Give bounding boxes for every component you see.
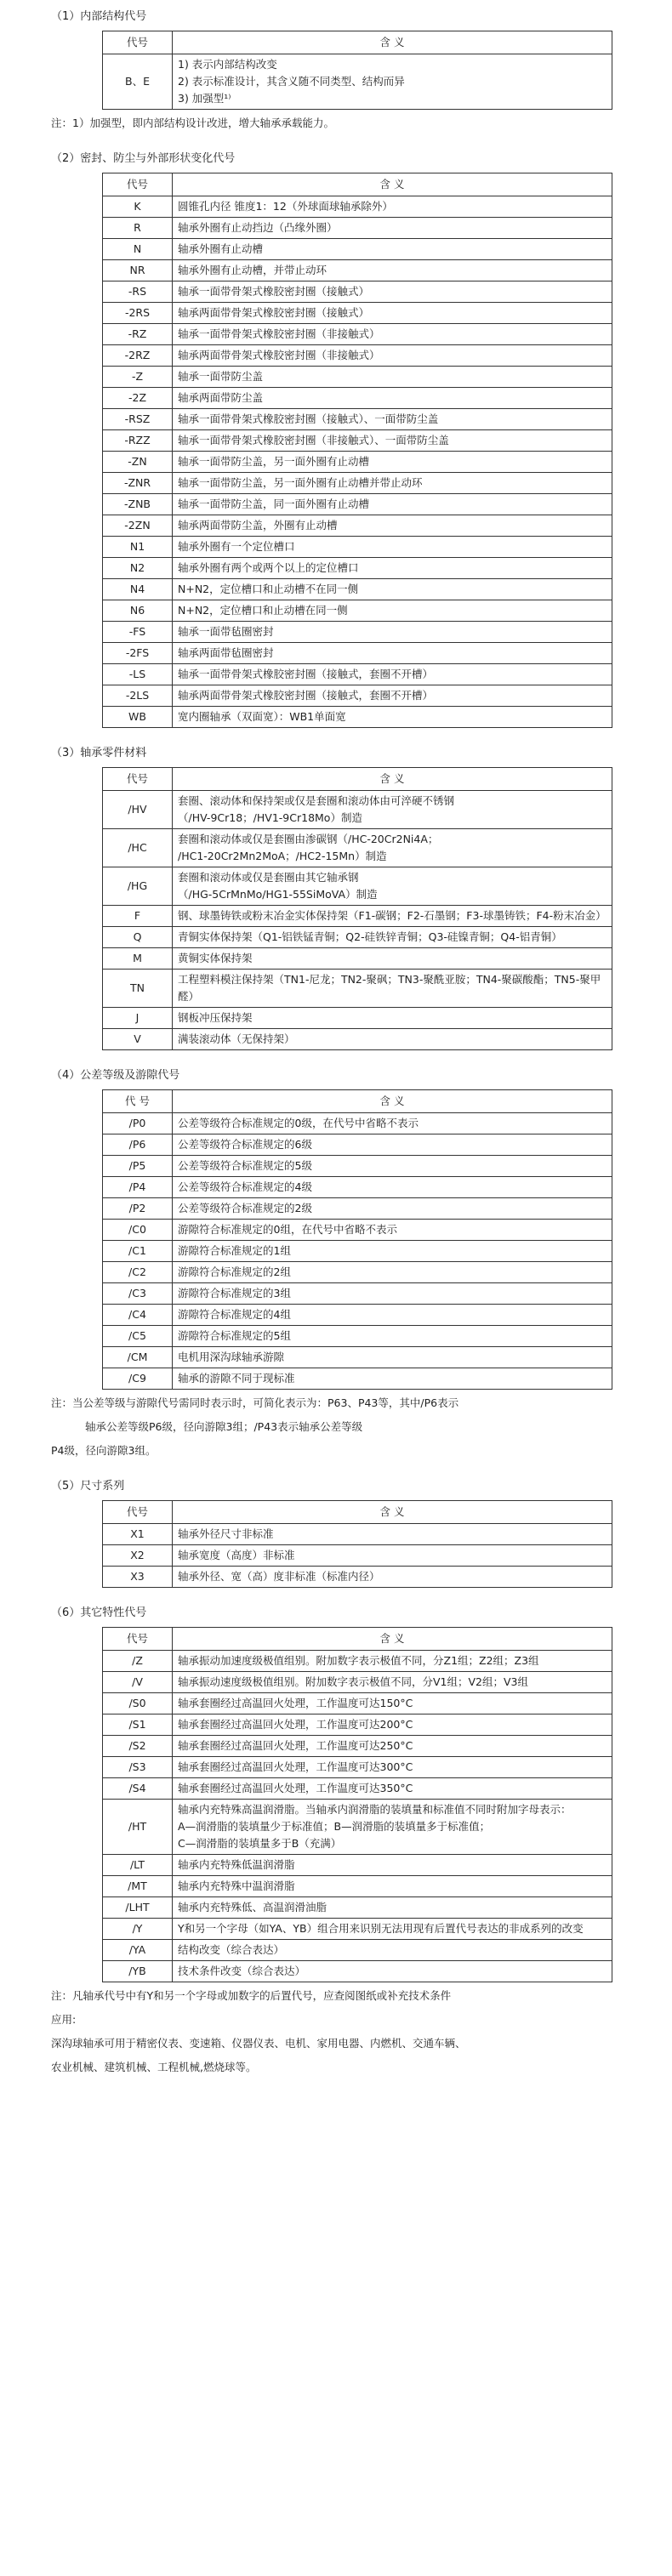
table-row [103,1876,612,1897]
section-spacer [51,1588,621,1598]
code-cell: /P0 [103,1113,173,1134]
meaning-cell: 游隙符合标准规定的1组 [173,1241,612,1262]
code-cell: /C2 [103,1262,173,1283]
meaning-cell: 轴承一面带防尘盖，同一面外圈有止动槽 [173,494,612,515]
table-row [103,1368,612,1390]
table-header-row [103,1501,612,1524]
meaning-cell: 轴承套圈经过高温回火处理，工作温度可达250°C [173,1736,612,1757]
code-cell: /HV [103,791,173,829]
code-cell: -2RZ [103,345,173,367]
code-cell: /YB [103,1961,173,1982]
table-row [103,1940,612,1961]
table-row [103,1961,612,1982]
table-row [103,1198,612,1220]
meaning-cell: 青铜实体保持架（Q1-铝铁锰青铜；Q2-硅铁锌青铜；Q3-硅镍青铜；Q4-铝青铜） [173,927,612,948]
table-header-row [103,768,612,791]
code-cell: /YA [103,1940,173,1961]
table-row [103,1326,612,1347]
table-row [103,1736,612,1757]
header-code: 代号 [103,173,173,196]
code-cell: N1 [103,537,173,558]
header-meaning: 含 义 [173,31,612,54]
code-cell: WB [103,707,173,728]
code-cell: /P2 [103,1198,173,1220]
table-row [103,1262,612,1283]
code-cell: N6 [103,600,173,622]
meaning-cell: N+N2，定位槽口和止动槽在同一侧 [173,600,612,622]
table-row [103,1567,612,1588]
table-row [103,1305,612,1326]
table-row [103,1778,612,1800]
meaning-cell: 套圈和滚动体或仅是套圈由渗碳钢（/HC-20Cr2Ni4A； /HC1-20Cr2Mn2MoA；/HC2-15Mn）制造 [173,829,612,867]
meaning-cell: 圆锥孔内径 锥度1：12（外球面球轴承除外） [173,196,612,218]
table-header-row [103,1628,612,1651]
meaning-cell: 结构改变（综合表达） [173,1940,612,1961]
code-table [102,1089,612,1390]
code-cell: -ZN [103,452,173,473]
meaning-cell: 1) 表示内部结构改变 2) 表示标准设计，其含义随不同类型、结构而异 3) 加强型¹⁾ [173,54,612,110]
table-row [103,1800,612,1855]
table-row [103,1672,612,1693]
table-row [103,324,612,345]
code-cell: /P5 [103,1156,173,1177]
meaning-cell: 轴承振动速度级极值组别。附加数字表示极值不同，分V1组；V2组；V3组 [173,1672,612,1693]
table-row [103,515,612,537]
code-table [102,173,612,728]
section-title: （5）尺寸系列 [51,1480,125,1493]
meaning-cell: 套圈和滚动体或仅是套圈由其它轴承钢 （/HG-5CrMnMo/HG1-55SiMoVA）制造 [173,867,612,906]
meaning-cell: 钢、球墨铸铁或粉末冶金实体保持架（F1-碳钢；F2-石墨钢；F3-球墨铸铁；F4-粉末冶金） [173,906,612,927]
meaning-cell: 轴承套圈经过高温回火处理，工作温度可达300°C [173,1757,612,1778]
code-cell: -RZZ [103,430,173,452]
table-row [103,430,612,452]
meaning-cell: 游隙符合标准规定的3组 [173,1283,612,1305]
meaning-cell: 轴承外径、宽（高）度非标准（标准内径） [173,1567,612,1588]
table-row [103,260,612,281]
meaning-cell: 轴承两面带防尘盖，外圈有止动槽 [173,515,612,537]
table-note: 深沟球轴承可用于精密仪表、变速箱、仪器仪表、电机、家用电器、内燃机、交通车辆、 [51,2037,466,2050]
meaning-cell: 满装滚动体（无保持架） [173,1029,612,1050]
code-cell: /HC [103,829,173,867]
table-row [103,239,612,260]
table-row [103,388,612,409]
table-row [103,1134,612,1156]
meaning-cell: 公差等级符合标准规定的0级，在代号中省略不表示 [173,1113,612,1134]
code-cell: -RSZ [103,409,173,430]
table-row [103,494,612,515]
section-spacer [51,2078,621,2088]
code-cell: N [103,239,173,260]
meaning-cell: 轴承一面带骨架式橡胶密封圈（接触式）、一面带防尘盖 [173,409,612,430]
table-row [103,664,612,685]
code-cell: /Y [103,1919,173,1940]
code-cell: Q [103,927,173,948]
table-header-row [103,1090,612,1113]
meaning-cell: 轴承内充特殊中温润滑脂 [173,1876,612,1897]
code-cell: -FS [103,622,173,643]
meaning-cell: 工程塑料模注保持架（TN1-尼龙；TN2-聚砜；TN3-聚酰亚胺；TN4-聚碳酸酯；TN5-聚甲醛） [173,970,612,1008]
table-note: 应用: [51,2013,77,2026]
table-row [103,1177,612,1198]
meaning-cell: 轴承一面带毡圈密封 [173,622,612,643]
table-row [103,367,612,388]
code-cell: M [103,948,173,970]
code-cell: /Z [103,1651,173,1672]
meaning-cell: 公差等级符合标准规定的2级 [173,1198,612,1220]
table-row [103,622,612,643]
code-cell: /S1 [103,1714,173,1736]
code-cell: F [103,906,173,927]
code-cell: -LS [103,664,173,685]
table-row [103,1156,612,1177]
table-row [103,791,612,829]
code-cell: X3 [103,1567,173,1588]
meaning-cell: 轴承外圈有止动挡边（凸缘外圈） [173,218,612,239]
header-meaning: 含 义 [173,1501,612,1524]
code-cell: X2 [103,1545,173,1567]
code-cell: /C3 [103,1283,173,1305]
meaning-cell: 轴承内充特殊低、高温润滑油脂 [173,1897,612,1919]
code-cell: /P6 [103,1134,173,1156]
header-code: 代号 [103,1628,173,1651]
section-spacer [51,1461,621,1471]
meaning-cell: 公差等级符合标准规定的4级 [173,1177,612,1198]
code-cell: -RS [103,281,173,303]
meaning-cell: 轴承外圈有一个定位槽口 [173,537,612,558]
code-cell: -2FS [103,643,173,664]
meaning-cell: N+N2，定位槽口和止动槽不在同一侧 [173,579,612,600]
code-cell: /C9 [103,1368,173,1390]
code-cell: /HT [103,1800,173,1855]
code-cell: /C1 [103,1241,173,1262]
meaning-cell: 套圈、滚动体和保持架或仅是套圈和滚动体由可淬硬不锈钢 （/HV-9Cr18；/HV1-9Cr18Mo）制造 [173,791,612,829]
table-row [103,1283,612,1305]
meaning-cell: 技术条件改变（综合表达） [173,1961,612,1982]
header-meaning: 含 义 [173,768,612,791]
table-row [103,537,612,558]
code-cell: K [103,196,173,218]
header-meaning: 含 义 [173,1090,612,1113]
table-row [103,281,612,303]
meaning-cell: 钢板冲压保持架 [173,1008,612,1029]
table-row [103,1855,612,1876]
meaning-cell: 轴承一面带骨架式橡胶密封圈（非接触式） [173,324,612,345]
meaning-cell: 电机用深沟球轴承游隙 [173,1347,612,1368]
meaning-cell: Y和另一个字母（如YA、YB）组合用来识别无法用现有后置代号表达的非成系列的改变 [173,1919,612,1940]
code-cell: -2RS [103,303,173,324]
table-row [103,1241,612,1262]
meaning-cell: 轴承两面带骨架式橡胶密封圈（非接触式） [173,345,612,367]
code-cell: N4 [103,579,173,600]
code-cell: /S4 [103,1778,173,1800]
meaning-cell: 轴承一面带骨架式橡胶密封圈（非接触式）、一面带防尘盖 [173,430,612,452]
table-row [103,600,612,622]
meaning-cell: 公差等级符合标准规定的5级 [173,1156,612,1177]
table-note: 农业机械、建筑机械、工程机械,燃烧球等。 [51,2061,257,2073]
header-code: 代号 [103,31,173,54]
code-cell: /P4 [103,1177,173,1198]
meaning-cell: 公差等级符合标准规定的6级 [173,1134,612,1156]
code-cell: -2Z [103,388,173,409]
table-row [103,1651,612,1672]
table-note: 注：1）加强型，即内部结构设计改进，增大轴承承载能力。 [51,117,334,129]
code-cell: /V [103,1672,173,1693]
meaning-cell: 黄铜实体保持架 [173,948,612,970]
meaning-cell: 轴承外圈有两个或两个以上的定位槽口 [173,558,612,579]
table-row [103,1008,612,1029]
code-table [102,31,612,110]
code-cell: /S2 [103,1736,173,1757]
code-cell: /C5 [103,1326,173,1347]
code-table [102,1627,612,1982]
table-note: 注：凡轴承代号中有Y和另一个字母或加数字的后置代号，应查阅图纸或补充技术条件 [51,1989,452,2002]
code-cell: /LT [103,1855,173,1876]
meaning-cell: 轴承外圈有止动槽，并带止动环 [173,260,612,281]
table-row [103,1693,612,1714]
meaning-cell: 轴承两面带防尘盖 [173,388,612,409]
table-row [103,54,612,110]
section-spacer [51,1050,621,1061]
meaning-cell: 轴承套圈经过高温回火处理，工作温度可达150°C [173,1693,612,1714]
code-cell: B、E [103,54,173,110]
section-title: （6）其它特性代号 [51,1606,147,1619]
code-cell: -RZ [103,324,173,345]
meaning-cell: 轴承内充特殊高温润滑脂。当轴承内润滑脂的装填量和标准值不同时附加字母表示： A—润滑脂的装填量少于标准值；B—润滑脂的装填量多于标准值； C—润滑脂的装填量多于B（充满） [173,1800,612,1855]
table-note: 轴承公差等级P6级，径向游隙3组；/P43表示轴承公差等级 [85,1420,363,1433]
table-row [103,1347,612,1368]
table-row [103,867,612,906]
table-header-row [103,31,612,54]
table-row [103,558,612,579]
table-row [103,345,612,367]
table-note: 注：当公差等级与游隙代号需同时表示时，可简化表示为：P63、P43等，其中/P6表示 [51,1396,459,1409]
code-cell: /S3 [103,1757,173,1778]
meaning-cell: 轴承一面带防尘盖 [173,367,612,388]
code-cell: /C4 [103,1305,173,1326]
table-row [103,1220,612,1241]
section-title: （4）公差等级及游隙代号 [51,1069,180,1082]
meaning-cell: 轴承套圈经过高温回火处理，工作温度可达200°C [173,1714,612,1736]
table-row [103,1919,612,1940]
table-row [103,1113,612,1134]
meaning-cell: 轴承的游隙不同于现标准 [173,1368,612,1390]
code-cell: -2ZN [103,515,173,537]
meaning-cell: 轴承一面带防尘盖，另一面外圈有止动槽并带止动环 [173,473,612,494]
code-cell: /HG [103,867,173,906]
meaning-cell: 轴承宽度（高度）非标准 [173,1545,612,1567]
table-row [103,1897,612,1919]
code-cell: -ZNR [103,473,173,494]
meaning-cell: 轴承两面带毡圈密封 [173,643,612,664]
code-table [102,1500,612,1588]
table-row [103,303,612,324]
header-meaning: 含 义 [173,173,612,196]
header-code: 代 号 [103,1090,173,1113]
table-row [103,579,612,600]
meaning-cell: 轴承套圈经过高温回火处理，工作温度可达350°C [173,1778,612,1800]
code-cell: TN [103,970,173,1008]
code-cell: V [103,1029,173,1050]
section-title: （3）轴承零件材料 [51,747,147,759]
meaning-cell: 轴承一面带骨架式橡胶密封圈（接触式，套圈不开槽） [173,664,612,685]
meaning-cell: 轴承内充特殊低温润滑脂 [173,1855,612,1876]
meaning-cell: 轴承振动加速度级极值组别。附加数字表示极值不同，分Z1组；Z2组；Z3组 [173,1651,612,1672]
table-row [103,707,612,728]
table-row [103,218,612,239]
table-row [103,643,612,664]
meaning-cell: 游隙符合标准规定的5组 [173,1326,612,1347]
code-cell: -2LS [103,685,173,707]
code-cell: /MT [103,1876,173,1897]
meaning-cell: 轴承外径尺寸非标准 [173,1524,612,1545]
section-spacer [51,134,621,144]
table-note: P4级，径向游隙3组。 [51,1444,157,1457]
table-row [103,1524,612,1545]
code-cell: -ZNB [103,494,173,515]
table-row [103,1714,612,1736]
code-cell: /C0 [103,1220,173,1241]
table-row [103,685,612,707]
meaning-cell: 宽内圈轴承（双面宽）：WB1单面宽 [173,707,612,728]
header-meaning: 含 义 [173,1628,612,1651]
code-cell: X1 [103,1524,173,1545]
meaning-cell: 轴承一面带骨架式橡胶密封圈（接触式） [173,281,612,303]
code-table [102,767,612,1050]
table-row [103,906,612,927]
meaning-cell: 游隙符合标准规定的2组 [173,1262,612,1283]
code-cell: R [103,218,173,239]
table-row [103,473,612,494]
code-cell: /CM [103,1347,173,1368]
meaning-cell: 轴承两面带骨架式橡胶密封圈（接触式，套圈不开槽） [173,685,612,707]
header-code: 代号 [103,768,173,791]
table-row [103,829,612,867]
code-cell: NR [103,260,173,281]
code-cell: /LHT [103,1897,173,1919]
meaning-cell: 轴承两面带骨架式橡胶密封圈（接触式） [173,303,612,324]
table-row [103,452,612,473]
header-code: 代号 [103,1501,173,1524]
section-title: （2）密封、防尘与外部形状变化代号 [51,152,236,165]
meaning-cell: 游隙符合标准规定的4组 [173,1305,612,1326]
table-row [103,970,612,1008]
table-row [103,409,612,430]
table-row [103,1757,612,1778]
meaning-cell: 轴承一面带防尘盖，另一面外圈有止动槽 [173,452,612,473]
code-cell: -Z [103,367,173,388]
table-row [103,948,612,970]
table-row [103,927,612,948]
meaning-cell: 游隙符合标准规定的0组，在代号中省略不表示 [173,1220,612,1241]
code-cell: /S0 [103,1693,173,1714]
table-row [103,196,612,218]
code-cell: J [103,1008,173,1029]
table-row [103,1545,612,1567]
section-title: （1）内部结构代号 [51,10,147,23]
meaning-cell: 轴承外圈有止动槽 [173,239,612,260]
section-spacer [51,728,621,738]
table-header-row [103,173,612,196]
table-row [103,1029,612,1050]
code-cell: N2 [103,558,173,579]
